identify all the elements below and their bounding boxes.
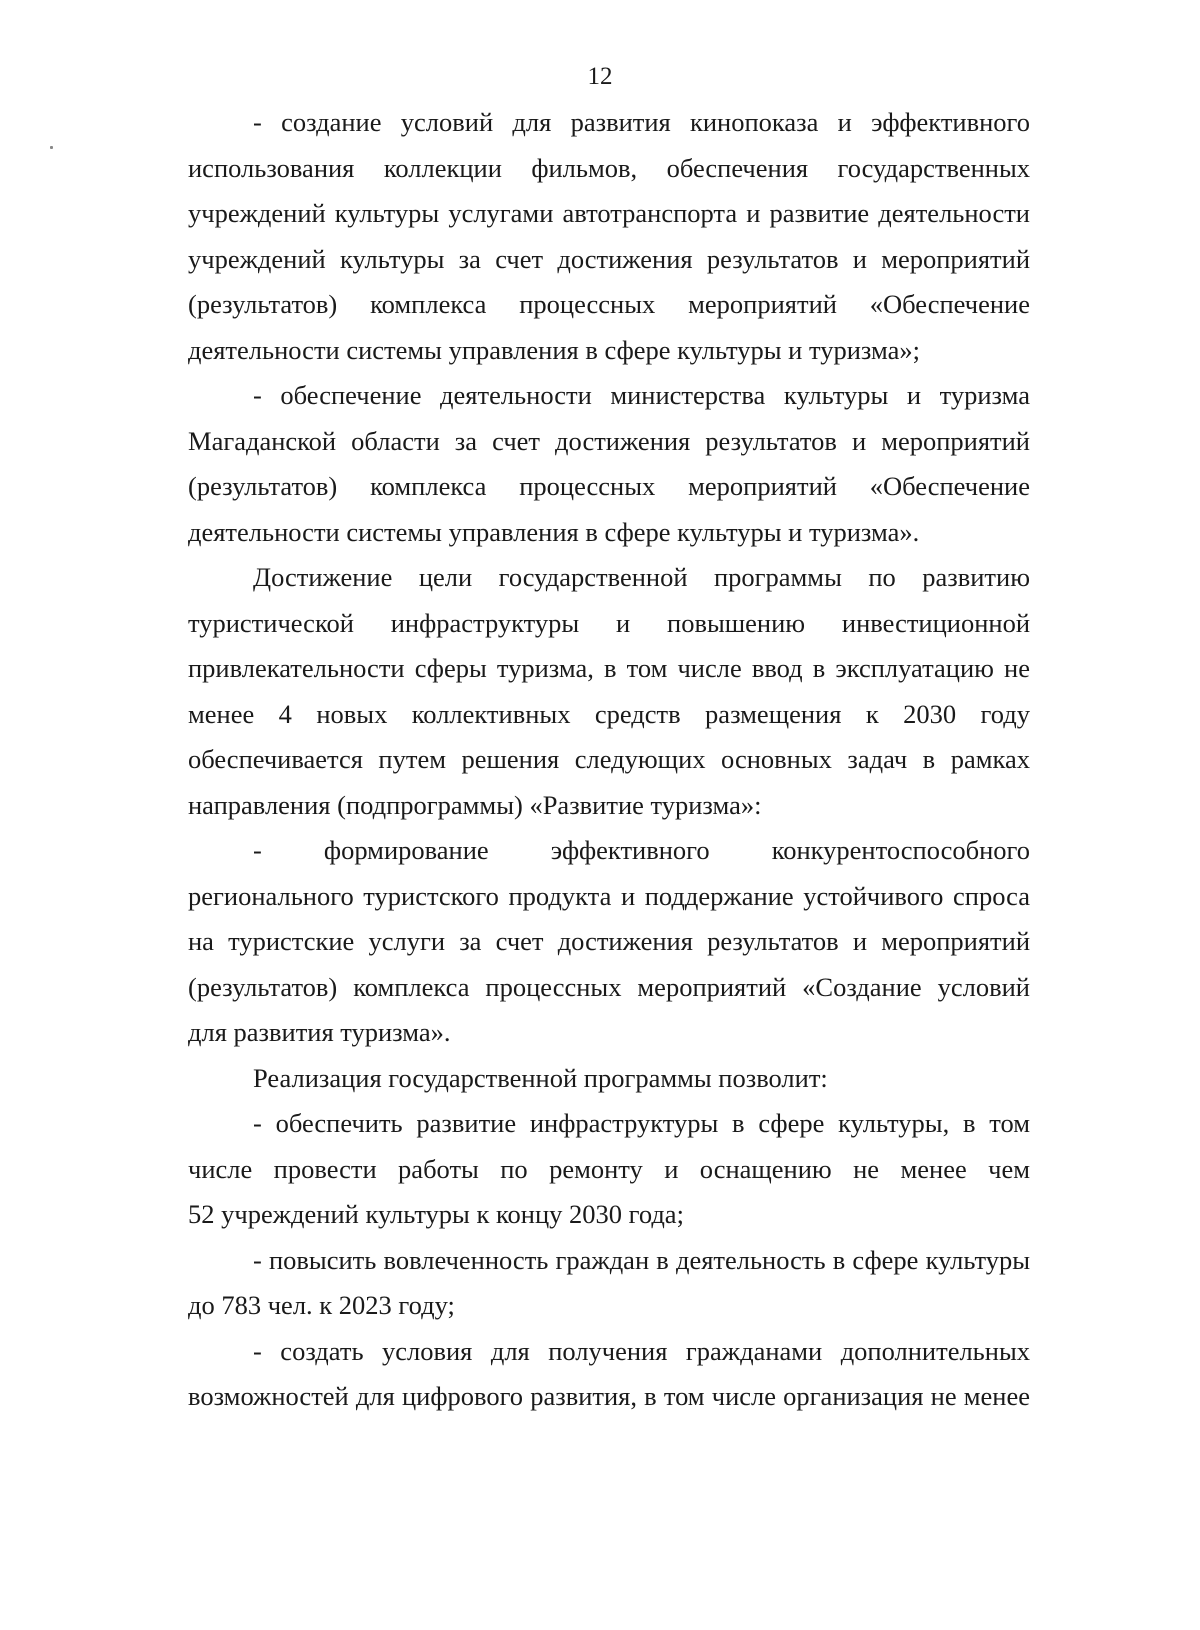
text-line-content: - обеспечить развитие инфраструктуры в сфере культуры, в том: [253, 1108, 1030, 1138]
text-line-content: - повысить вовлеченность граждан в деятельность в сфере культуры: [253, 1244, 1030, 1275]
text-line-content: менее 4 новых коллективных средств размещения к 2030 году: [188, 698, 1030, 729]
text-line-content: деятельности системы управления в сфере культуры и туризма»;: [188, 334, 920, 365]
text-line: [188, 191, 1030, 237]
text-line-content: деятельности системы управления в сфере культуры и туризма».: [188, 516, 920, 547]
text-line-content: Достижение цели государственной программы по развитию: [253, 562, 1030, 592]
text-line: [188, 646, 1030, 692]
text-line-content: для развития туризма».: [188, 1017, 451, 1047]
text-line: [188, 510, 1030, 556]
text-line-content: обеспечивается путем решения следующих основных задач в рамках: [188, 744, 1030, 774]
text-line-content: (результатов) комплекса процессных мероприятий «Создание условий: [188, 971, 1030, 1002]
text-line: [188, 783, 1030, 829]
text-line: [188, 282, 1030, 328]
text-line-content: учреждений культуры услугами автотранспорта и развитие деятельности: [188, 198, 1030, 228]
text-line-content: - формирование эффективного конкурентоспособного: [253, 835, 1030, 865]
text-line-content: - обеспечение деятельности министерства культуры и туризма: [253, 380, 1030, 410]
text-line: [188, 1329, 1030, 1375]
text-line: [188, 1101, 1030, 1147]
text-line-content: привлекательности сферы туризма, в том числе ввод в эксплуатацию не: [188, 653, 1030, 683]
text-line-content: возможностей для цифрового развития, в том числе организация не менее: [188, 1381, 1030, 1411]
text-line-content: регионального туристского продукта и поддержание устойчивого спроса: [188, 880, 1030, 911]
text-line-content: туристической инфраструктуры и повышению инвестиционной: [188, 607, 1030, 638]
text-line: [188, 1010, 1030, 1056]
text-line: [188, 874, 1030, 920]
text-line-content: (результатов) комплекса процессных мероприятий «Обеспечение: [188, 471, 1030, 501]
text-line: [188, 965, 1030, 1011]
text-line: [188, 373, 1030, 419]
text-line-content: до 783 чел. к 2023 году;: [188, 1290, 455, 1320]
text-line-content: использования коллекции фильмов, обеспечения государственных: [188, 152, 1030, 183]
text-line: [188, 1238, 1030, 1284]
text-line-content: Магаданской области за счет достижения результатов и мероприятий: [188, 425, 1030, 456]
text-line-content: (результатов) комплекса процессных мероприятий «Обеспечение: [188, 289, 1030, 319]
text-line: [188, 555, 1030, 601]
text-line: [188, 737, 1030, 783]
text-line: [188, 692, 1030, 738]
text-line: [188, 919, 1030, 965]
text-line: [188, 1147, 1030, 1193]
text-line: [188, 1283, 1030, 1329]
text-line-content: - создание условий для развития кинопоказа и эффективного: [253, 107, 1030, 137]
document-body: [188, 100, 1030, 1420]
scan-speck: [50, 146, 53, 149]
page-number: 12: [587, 63, 613, 90]
text-line: [188, 1192, 1030, 1238]
text-line-content: Реализация государственной программы позволит:: [253, 1062, 828, 1093]
text-line: [188, 1374, 1030, 1420]
text-line: [188, 237, 1030, 283]
text-line: [188, 146, 1030, 192]
text-line: [188, 100, 1030, 146]
text-line-content: - создать условия для получения гражданами дополнительных: [253, 1335, 1030, 1366]
text-line: [188, 464, 1030, 510]
text-line-content: числе провести работы по ремонту и оснащению не менее чем: [188, 1153, 1030, 1184]
text-line: [188, 1056, 1030, 1102]
text-line-content: учреждений культуры за счет достижения результатов и мероприятий: [188, 243, 1030, 274]
text-line: [188, 328, 1030, 374]
text-line-content: на туристские услуги за счет достижения результатов и мероприятий: [188, 926, 1030, 956]
text-line: [188, 828, 1030, 874]
text-line-content: 52 учреждений культуры к концу 2030 года;: [188, 1199, 684, 1229]
text-line: [188, 601, 1030, 647]
text-line: [188, 419, 1030, 465]
text-line-content: направления (подпрограммы) «Развитие туризма»:: [188, 789, 762, 820]
